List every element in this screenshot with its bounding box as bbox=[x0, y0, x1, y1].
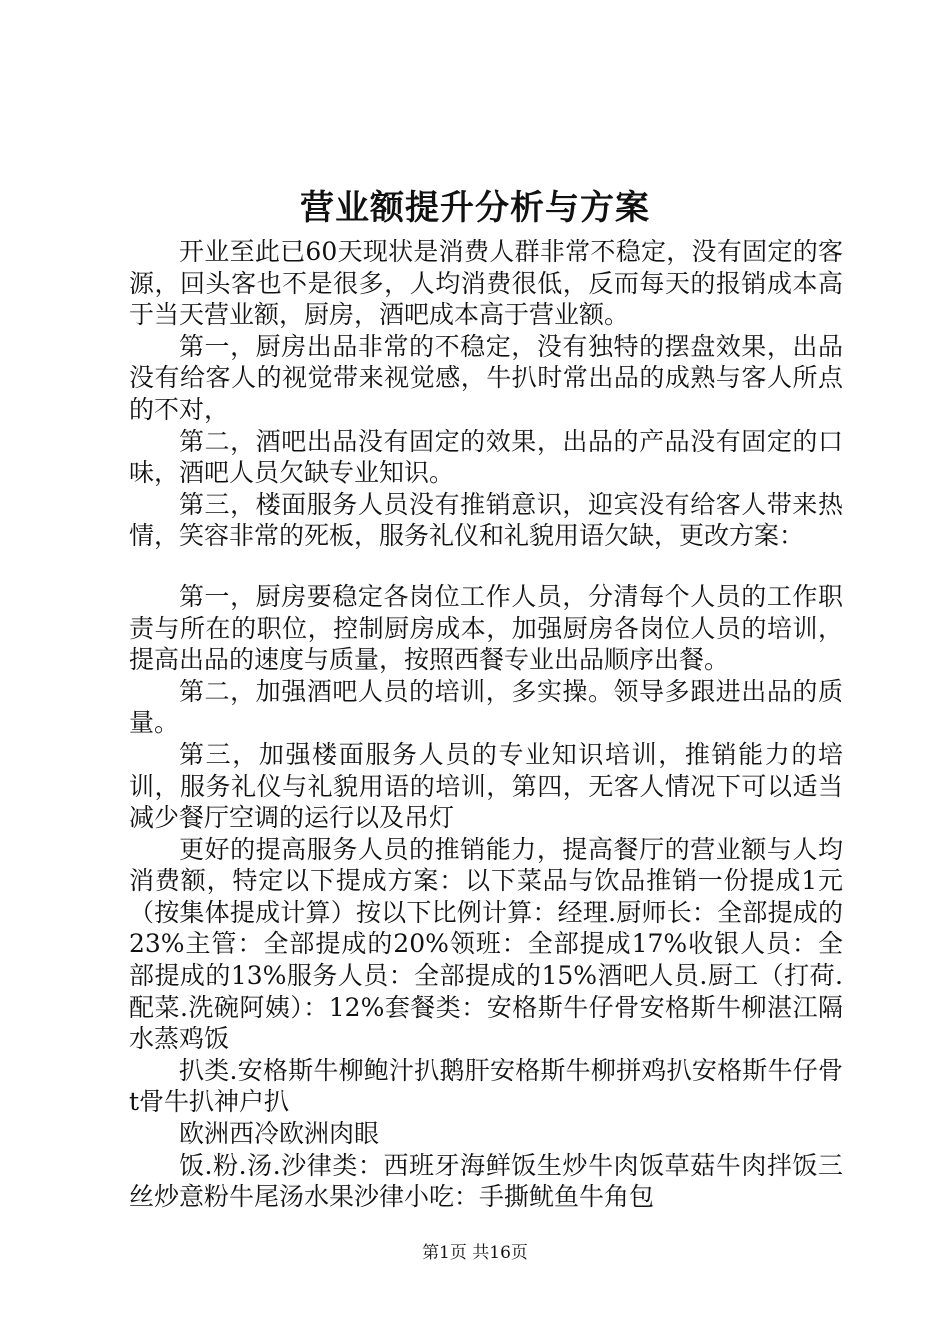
paragraph-problem-kitchen: 第一，厨房出品非常的不稳定，没有独特的摆盘效果，出品没有给客人的视觉带来视觉感，牛扒时常出品的成熟与客人所点的不对， bbox=[129, 331, 843, 424]
paragraph-problem-bar: 第二，酒吧出品没有固定的效果，出品的产品没有固定的口味，酒吧人员欠缺专业知识。 bbox=[129, 426, 843, 488]
paragraph-european: 欧洲西冷欧洲肉眼 bbox=[179, 1119, 380, 1149]
paragraph-plan-kitchen: 第一，厨房要稳定各岗位工作人员，分清每个人员的工作职责与所在的职位，控制厨房成本，加强厨房各岗位人员的培训，提高出品的速度与质量，按照西餐专业出品顺序出餐。 bbox=[129, 581, 843, 675]
paragraph-gap bbox=[129, 552, 843, 581]
document-body bbox=[129, 236, 843, 1213]
page-number-footer: 第1页 共16页 bbox=[422, 1243, 528, 1263]
paragraph-rice-noodles: 饭.粉.汤.沙律类：西班牙海鲜饭生炒牛肉饭草菇牛肉拌饭三丝炒意粉牛尾汤水果沙律小吃：手撕鱿鱼牛角包 bbox=[129, 1150, 843, 1212]
paragraph-steaks: 扒类.安格斯牛柳鲍汁扒鹅肝安格斯牛柳拼鸡扒安格斯牛仔骨t骨牛扒神户扒 bbox=[129, 1055, 843, 1117]
document-title: 营业额提升分析与方案 bbox=[300, 188, 650, 228]
paragraph-commission: 更好的提高服务人员的推销能力，提高餐厅的营业额与人均消费额，特定以下提成方案：以下菜品与饮品推销一份提成1元（按集体提成计算）按以下比例计算：经理.厨师长：全部提成的23%主管：全部提成的20%领班：全部提成17%收银人员：全部提成的13%服务人员：全部提成的15%酒吧人员.厨工（打荷.配菜.洗碗阿姨）：12%套餐类：安格斯牛仔骨安格斯牛柳湛江隔水蒸鸡饭 bbox=[129, 834, 843, 1054]
paragraph-status: 开业至此已60天现状是消费人群非常不稳定，没有固定的客源，回头客也不是很多，人均消费很低，反而每天的报销成本高于当天营业额，厨房，酒吧成本高于营业额。 bbox=[129, 237, 843, 330]
paragraph-problem-floor: 第三，楼面服务人员没有推销意识，迎宾没有给客人带来热情，笑容非常的死板，服务礼仪和礼貌用语欠缺，更改方案： bbox=[129, 489, 843, 551]
paragraph-plan-floor: 第三，加强楼面服务人员的专业知识培训，推销能力的培训，服务礼仪与礼貌用语的培训，第四，无客人情况下可以适当减少餐厅空调的运行以及吊灯 bbox=[129, 739, 843, 833]
paragraph-plan-bar: 第二，加强酒吧人员的培训，多实操。领导多跟进出品的质量。 bbox=[129, 676, 843, 738]
